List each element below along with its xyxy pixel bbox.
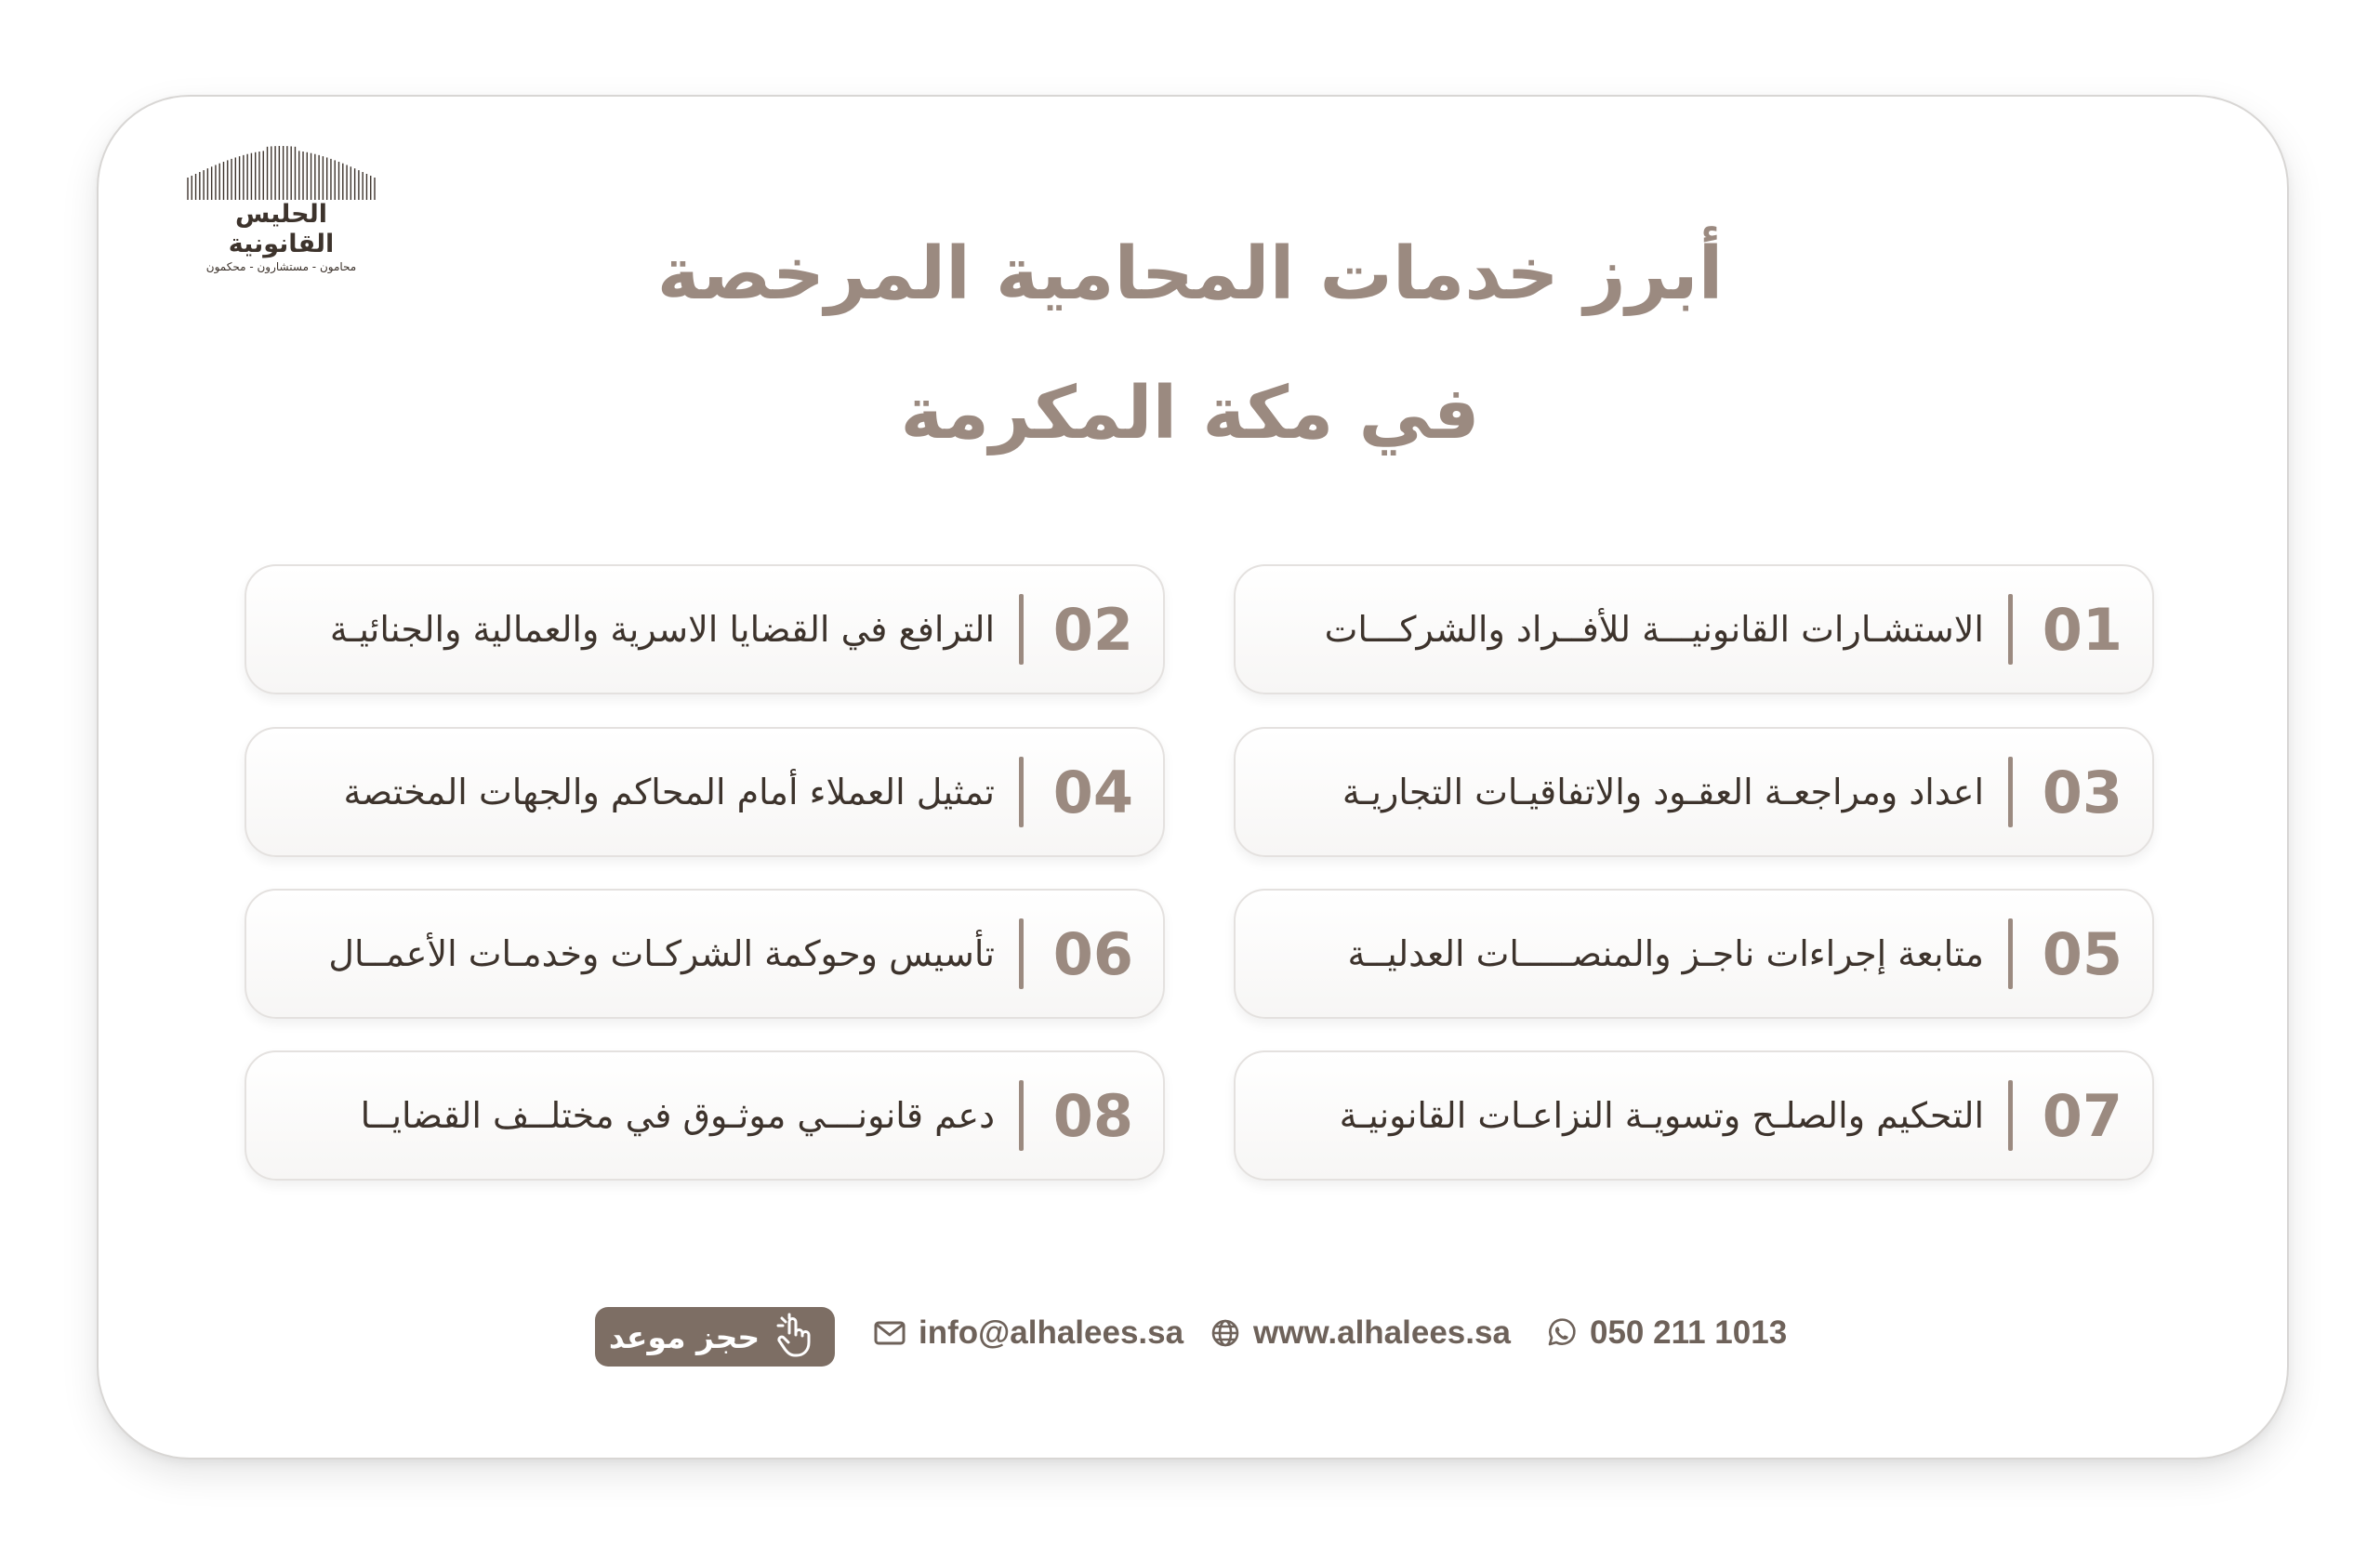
divider (1019, 594, 1024, 665)
book-appointment-button[interactable] (595, 1307, 835, 1367)
divider (2008, 1080, 2013, 1151)
globe-icon (1210, 1318, 1240, 1348)
service-number: 01 (2042, 595, 2122, 664)
phone-contact[interactable] (1545, 1314, 1787, 1352)
service-label: متابعة إجراءات ناجـز والمنصـــــات العدليــة (1347, 933, 1984, 974)
service-number: 07 (2042, 1081, 2122, 1150)
website-text: www.alhalees.sa (1253, 1314, 1511, 1351)
divider (2008, 594, 2013, 665)
email-contact[interactable] (874, 1314, 1183, 1352)
divider (1019, 918, 1024, 989)
divider (1019, 1080, 1024, 1151)
page-title-line-2: في مكة المكرمة (900, 372, 1480, 456)
service-label: تمثيل العملاء أمام المحاكم والجهات المختصة (343, 772, 995, 812)
book-appointment-label: حجز موعد (608, 1318, 760, 1355)
service-card-03 (1234, 727, 2154, 857)
brand-tagline: محامون - مستشارون - محكمون (205, 260, 357, 273)
service-label: تأسيس وحوكمة الشركـات وخدمـات الأعمــال (328, 933, 995, 974)
service-label: التحكيم والصلـح وتسويـة النزاعـات القانونيـة (1339, 1095, 1984, 1136)
service-number: 05 (2042, 919, 2122, 988)
phone-text: 050 211 1013 (1590, 1314, 1788, 1351)
divider (2008, 918, 2013, 989)
service-number: 06 (1052, 919, 1133, 988)
logo-emblem (186, 144, 377, 200)
whatsapp-icon (1545, 1317, 1577, 1349)
service-label: دعم قانونـــي موثـوق في مختلــف القضايــا (360, 1095, 995, 1136)
brand-logo (181, 144, 381, 274)
service-number: 02 (1052, 595, 1133, 664)
service-number: 08 (1052, 1081, 1133, 1150)
service-label: الترافع في القضايا الاسرية والعمالية والجنائيـة (329, 609, 995, 650)
service-label: اعداد ومراجعـة العقـود والاتفاقيـات التجاريـة (1342, 772, 1984, 812)
website-contact[interactable] (1210, 1314, 1511, 1352)
service-card-01 (1234, 564, 2154, 694)
service-card-06 (245, 889, 1165, 1019)
envelope-icon (874, 1321, 906, 1345)
brand-name: الحليس القانونية (228, 200, 335, 258)
service-label: الاستشـارات القانونيـــة للأفــراد والشركـــات (1324, 609, 1984, 650)
footer-contact-bar (0, 1305, 2380, 1370)
service-card-04 (245, 727, 1165, 857)
divider (2008, 757, 2013, 827)
email-text: info@alhalees.sa (919, 1314, 1184, 1351)
service-card-08 (245, 1050, 1165, 1181)
service-card-05 (1234, 889, 2154, 1019)
page-title-line-1: أبرز خدمات المحامية المرخصة (656, 232, 1724, 316)
service-card-07 (1234, 1050, 2154, 1181)
hand-pointer-icon (773, 1313, 821, 1361)
divider (1019, 757, 1024, 827)
service-number: 04 (1052, 758, 1133, 826)
service-card-02 (245, 564, 1165, 694)
service-number: 03 (2042, 758, 2122, 826)
